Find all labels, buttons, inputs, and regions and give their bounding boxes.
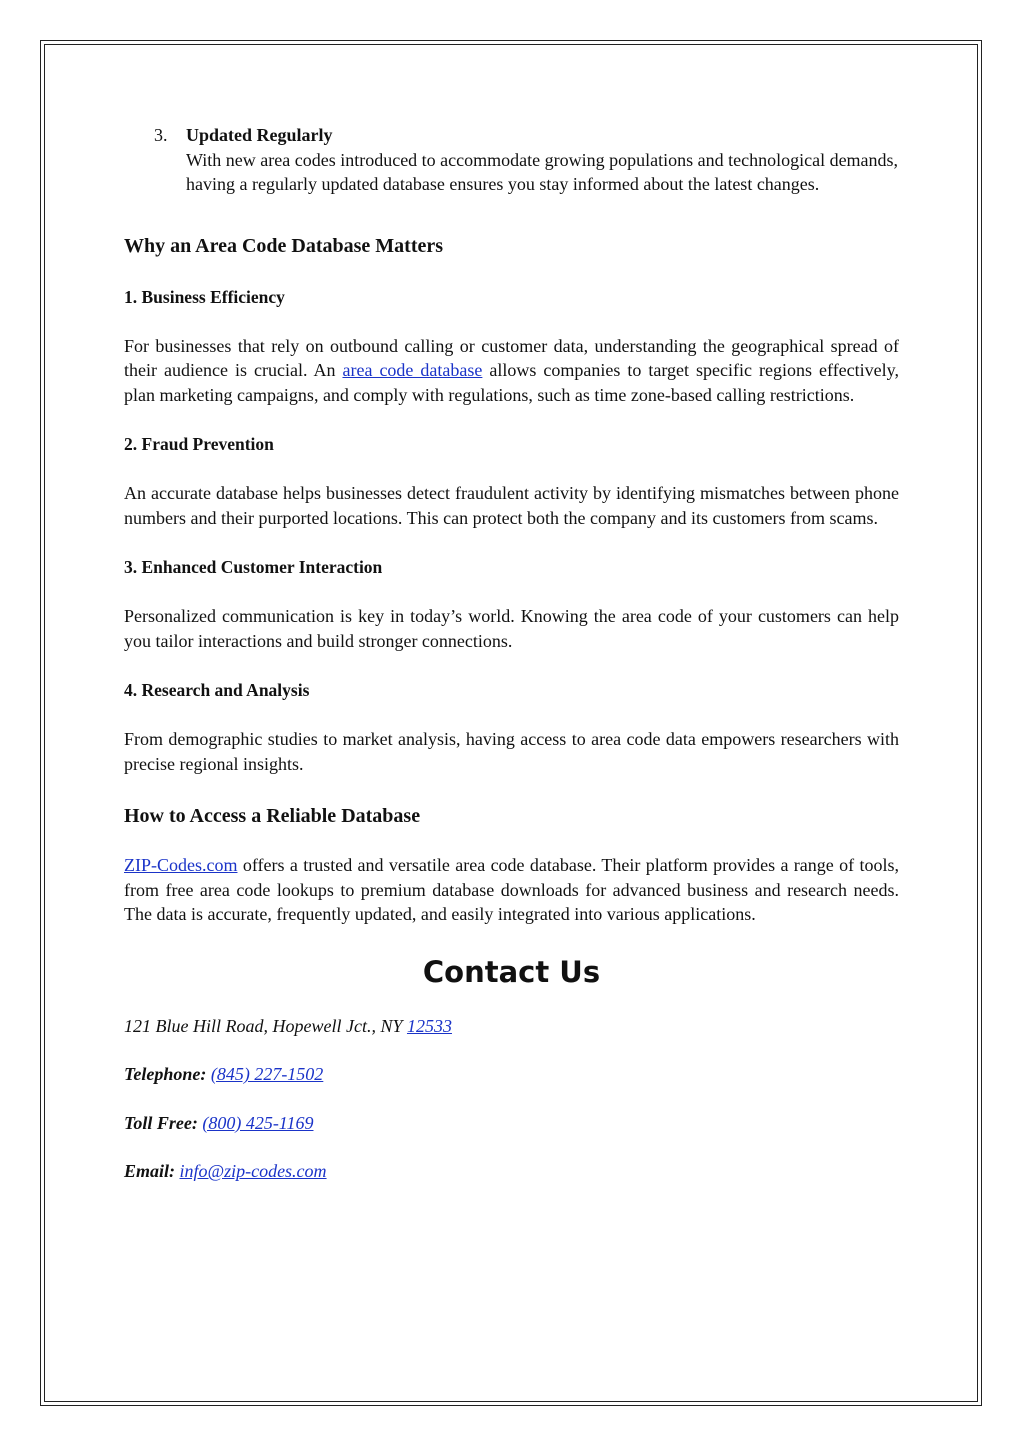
- list-number: 3.: [154, 125, 168, 145]
- text-segment: For businesses that rely on outbound calling or customer data, understanding the geographical spread of their audience is crucial. An: [124, 335, 899, 380]
- section-heading-access: How to Access a Reliable Database: [124, 805, 421, 827]
- telephone-link[interactable]: (845) 227-1502: [210, 1064, 324, 1084]
- paragraph-customer-interaction: Personalized communication is key in today’s world. Knowing the area code of your customers can help you tailor interactions and build stronger connections.: [124, 606, 899, 651]
- paragraph-business-efficiency: [124, 334, 899, 408]
- document-content: [124, 123, 899, 1208]
- address-text: 121 Blue Hill Road, Hopewell Jct., NY: [124, 1015, 407, 1036]
- contact-email: [124, 1159, 899, 1184]
- contact-telephone: [124, 1062, 899, 1087]
- paragraph-research-analysis: From demographic studies to market analysis, having access to area code data empowers researchers with precise regional insights.: [124, 729, 899, 774]
- list-item-title: Updated Regularly: [186, 125, 333, 145]
- subheading-fraud-prevention: 2. Fraud Prevention: [124, 434, 274, 454]
- tollfree-link[interactable]: (800) 425-1169: [202, 1112, 314, 1133]
- tollfree-label: Toll Free:: [124, 1112, 198, 1133]
- section-heading-why: Why an Area Code Database Matters: [124, 234, 444, 257]
- subheading-customer-interaction: 3. Enhanced Customer Interaction: [124, 557, 383, 577]
- email-label: Email:: [124, 1161, 176, 1181]
- subheading-research-analysis: 4. Research and Analysis: [124, 680, 310, 700]
- text-segment: offers a trusted and versatile area code database. Their platform provides a range of tools, from free area code lookups to premium database downloads for advanced business and research needs. The data is accurate, frequently updated, and easily integrated into various applications.: [124, 855, 899, 924]
- subheading-business-efficiency: 1. Business Efficiency: [124, 286, 285, 307]
- email-link[interactable]: info@zip-codes.com: [179, 1161, 327, 1181]
- text-segment: allows companies to target specific regions effectively, plan marketing campaigns, and comply with regulations, such as time zone-based calling restrictions.: [124, 360, 899, 405]
- contact-title: Contact Us: [422, 954, 601, 989]
- zip-link[interactable]: 12533: [406, 1015, 452, 1036]
- contact-tollfree: [124, 1111, 899, 1136]
- list-item-text: With new area codes introduced to accommodate growing populations and technological demands, having a regularly updated database ensures you stay informed about the latest changes.: [186, 149, 899, 194]
- zip-codes-link[interactable]: ZIP-Codes.com: [124, 855, 238, 875]
- area-code-database-link[interactable]: area code database: [342, 360, 483, 380]
- paragraph-fraud-prevention: An accurate database helps businesses detect fraudulent activity by identifying mismatches between phone numbers and their purported locations. This can protect both the company and its customers from scams.: [124, 483, 899, 528]
- contact-address: [124, 1014, 899, 1039]
- telephone-label: Telephone:: [124, 1064, 207, 1084]
- list-item: [124, 123, 899, 197]
- paragraph-access: [124, 853, 899, 927]
